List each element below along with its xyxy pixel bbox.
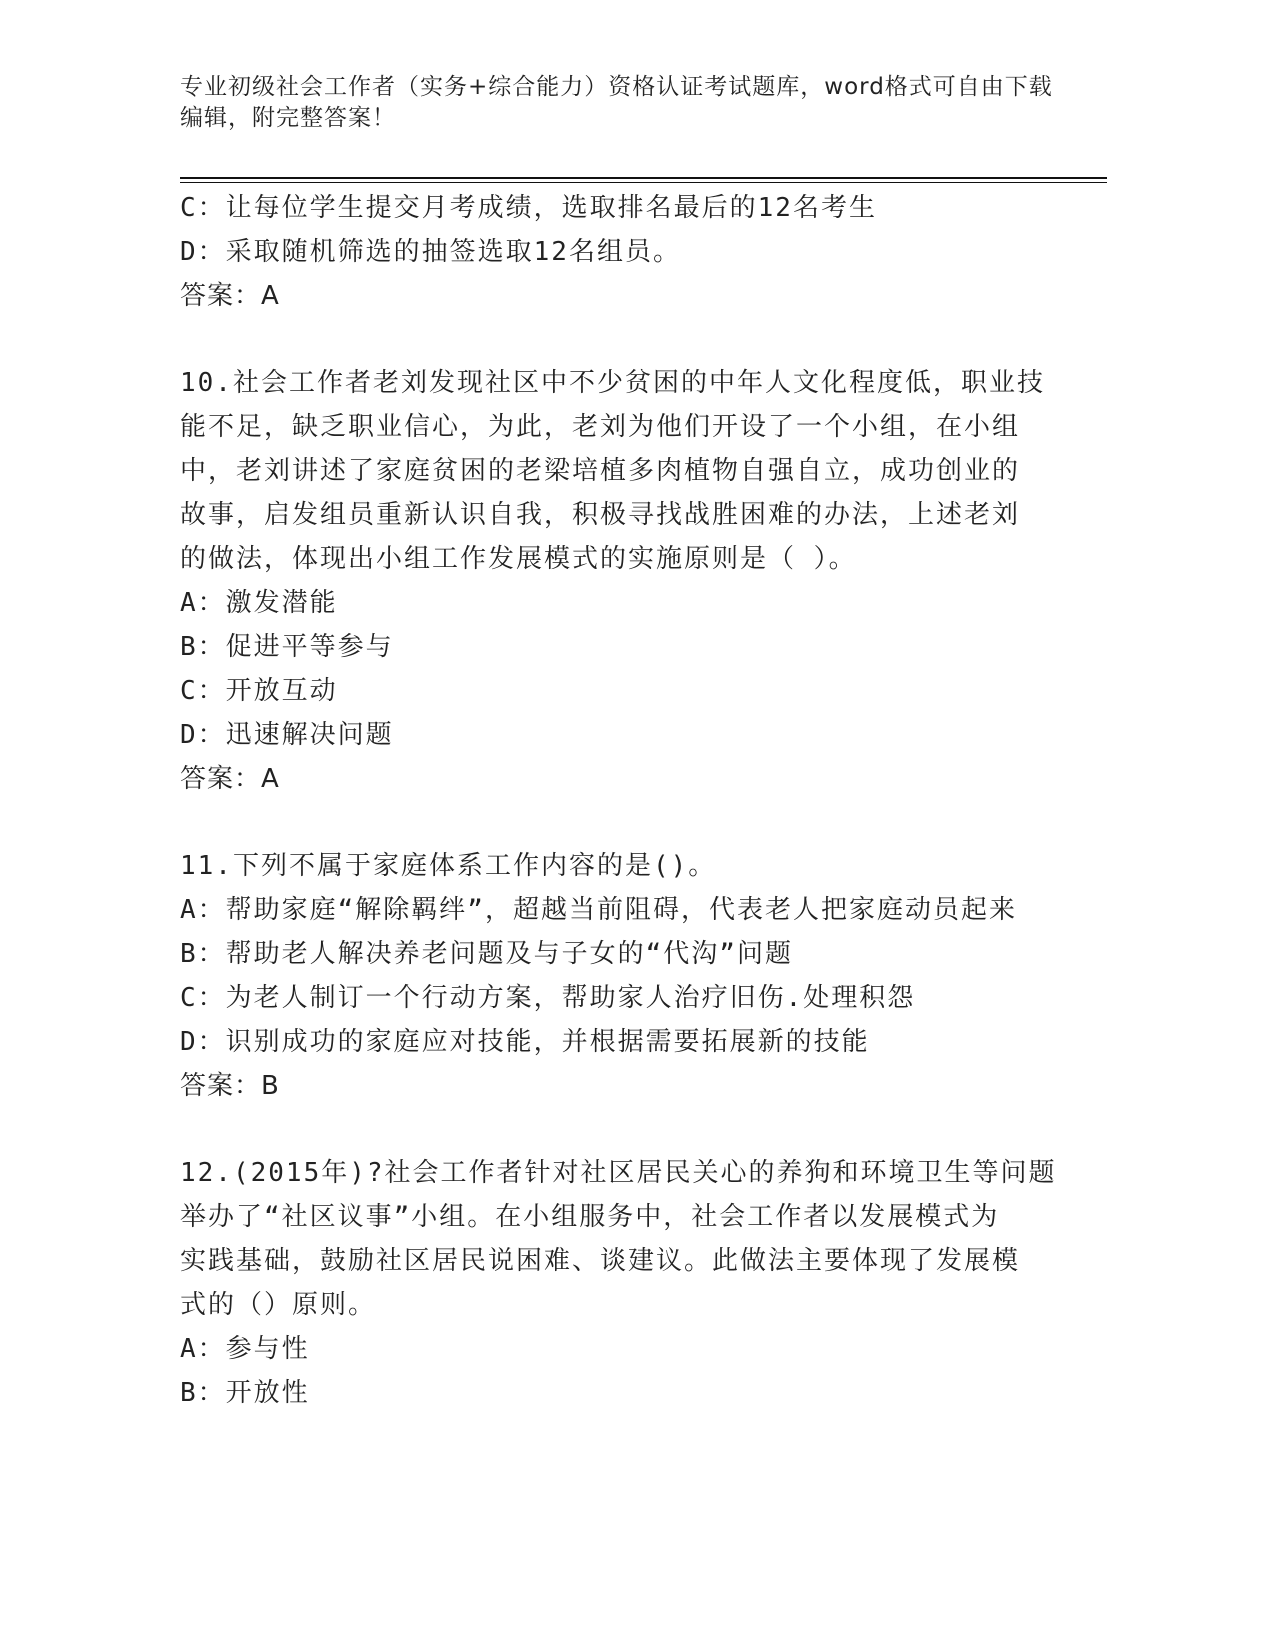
- spacer: [180, 1108, 1040, 1151]
- q9-option-c: C：让每位学生提交月考成绩，选取排名最后的12名考生: [180, 193, 877, 223]
- question-10: [180, 361, 1045, 801]
- document-header: [180, 72, 1080, 134]
- q11-option-c: C：为老人制订一个行动方案，帮助家人治疗旧伤.处理积怨: [180, 983, 916, 1013]
- q11-option-a: A：帮助家庭“解除羁绊”，超越当前阻碍，代表老人把家庭动员起来: [180, 895, 1017, 925]
- spacer: [180, 801, 1040, 844]
- spacer: [180, 318, 1040, 361]
- q10-option-d: D：迅速解决问题: [180, 720, 394, 750]
- q9-answer: 答案：A: [180, 281, 280, 311]
- q12-option-a: A：参与性: [180, 1334, 310, 1364]
- q10-answer: 答案：A: [180, 764, 280, 794]
- q10-stem-line-5: 的做法，体现出小组工作发展模式的实施原则是（ ）。: [180, 544, 857, 574]
- question-content: [180, 186, 1057, 1415]
- q11-stem: 11.下列不属于家庭体系工作内容的是()。: [180, 851, 717, 881]
- q10-option-b: B：促进平等参与: [180, 632, 394, 662]
- header-rule-thin: [180, 182, 1107, 183]
- q12-stem-line-1: 12.(2015年)?社会工作者针对社区居民关心的养狗和环境卫生等问题: [180, 1158, 1057, 1188]
- q11-option-d: D：识别成功的家庭应对技能，并根据需要拓展新的技能: [180, 1027, 870, 1057]
- question-11: [180, 844, 1040, 1108]
- q12-option-b: B：开放性: [180, 1378, 310, 1408]
- header-rule-thick: [180, 177, 1107, 179]
- q10-stem-line-4: 故事，启发组员重新认识自我，积极寻找战胜困难的办法，上述老刘: [180, 500, 1021, 530]
- q10-option-c: C：开放互动: [180, 676, 338, 706]
- q10-stem-line-3: 中，老刘讲述了家庭贫困的老梁培植多肉植物自强自立，成功创业的: [180, 456, 1021, 486]
- q12-stem-line-2: 举办了“社区议事”小组。在小组服务中，社会工作者以发展模式为: [180, 1202, 1000, 1232]
- header-line-2: 编辑，附完整答案！: [180, 105, 396, 131]
- q10-stem-line-2: 能不足，缺乏职业信心，为此，老刘为他们开设了一个小组，在小组: [180, 412, 1021, 442]
- q11-option-b: B：帮助老人解决养老问题及与子女的“代沟”问题: [180, 939, 793, 969]
- question-9: [180, 186, 1040, 318]
- q12-stem-line-3: 实践基础，鼓励社区居民说困难、谈建议。此做法主要体现了发展模: [180, 1246, 1021, 1276]
- q11-answer: 答案：B: [180, 1071, 280, 1101]
- q10-option-a: A：激发潜能: [180, 588, 338, 618]
- q10-stem-line-1: 10.社会工作者老刘发现社区中不少贫困的中年人文化程度低，职业技: [180, 368, 1045, 398]
- q12-stem-line-4: 式的（）原则。: [180, 1290, 377, 1320]
- question-12: [180, 1151, 1057, 1415]
- header-line-1: 专业初级社会工作者（实务+综合能力）资格认证考试题库，word格式可自由下载: [180, 74, 1053, 100]
- q9-option-d: D：采取随机筛选的抽签选取12名组员。: [180, 237, 681, 267]
